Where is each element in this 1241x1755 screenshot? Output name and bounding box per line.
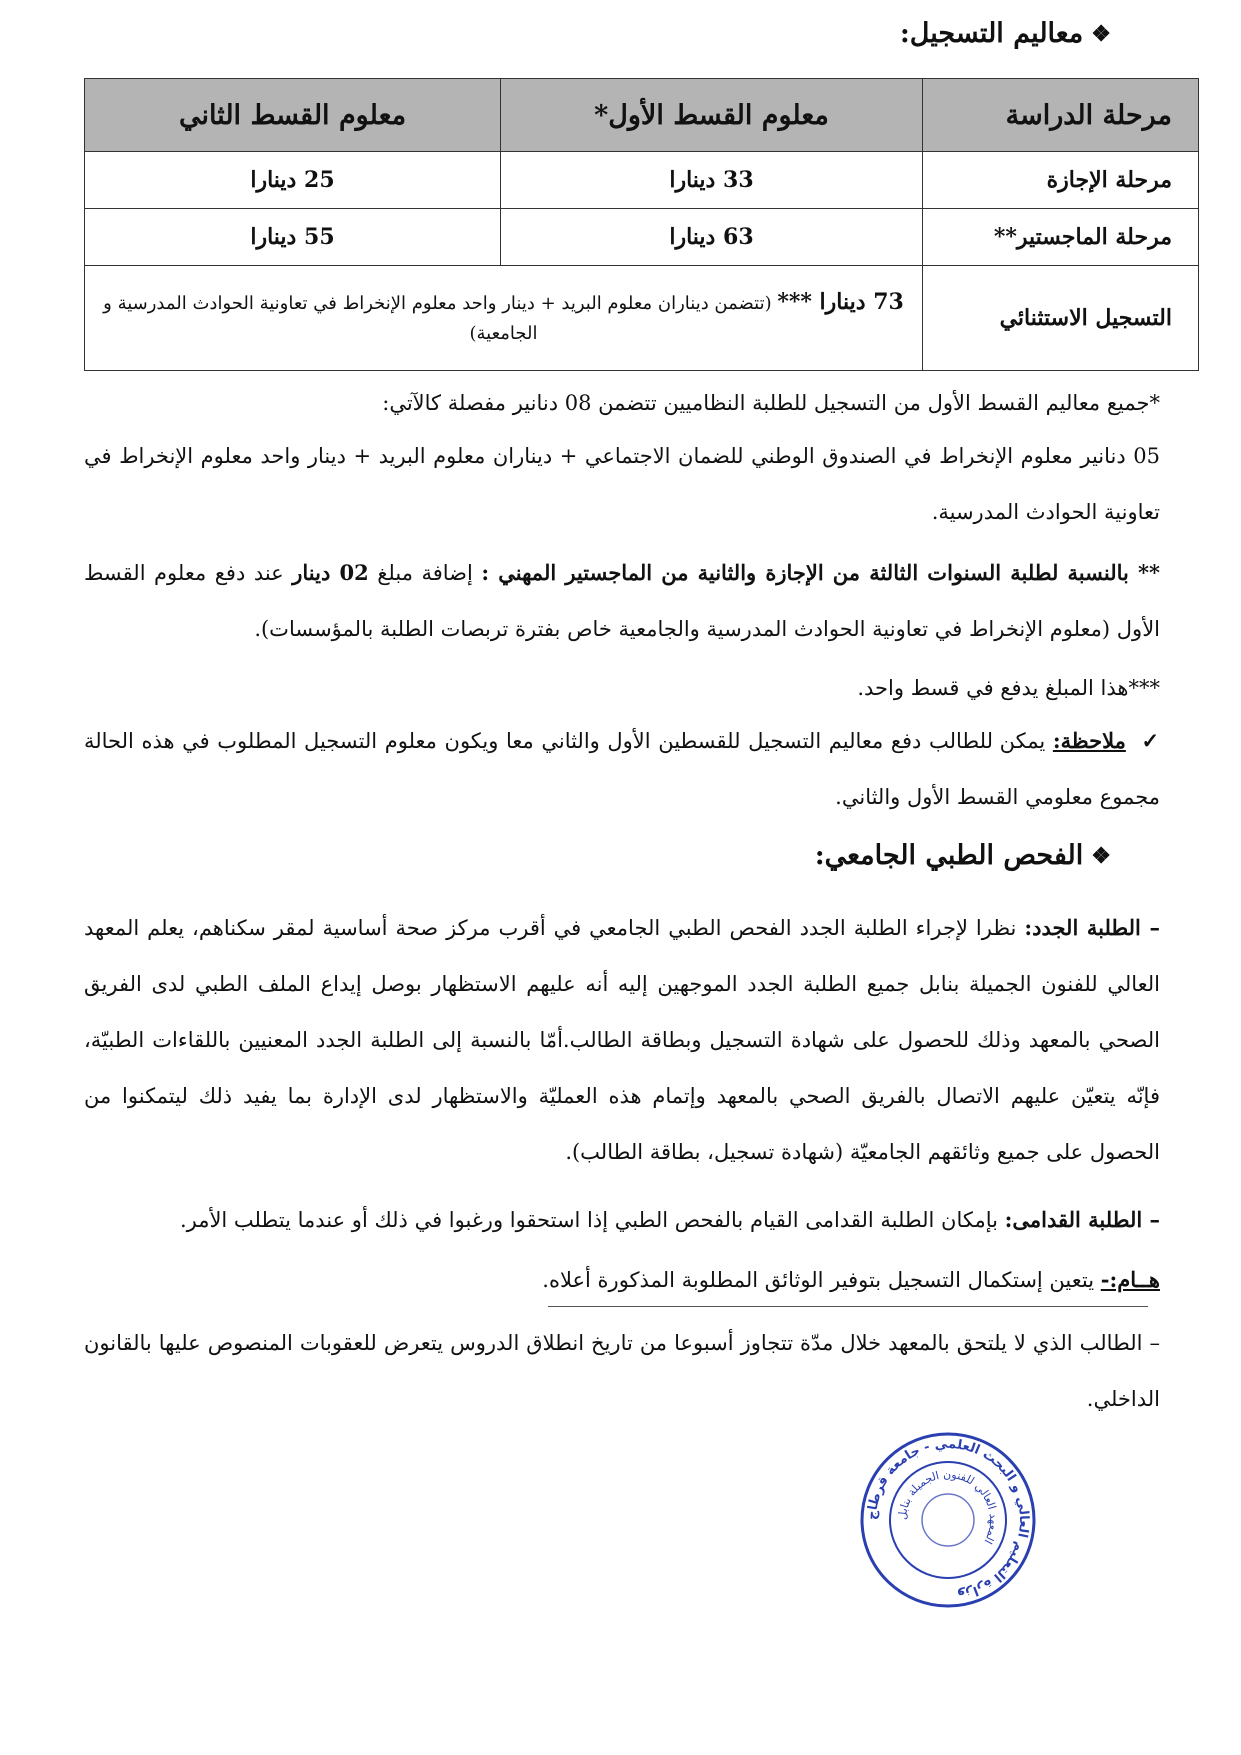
medical-new-students: [84, 900, 1160, 1180]
note-star2-text: إضافة مبلغ: [377, 561, 473, 585]
penalty-note: – الطالب الذي لا يلتحق بالمعهد خلال مدّة تتجاوز أسبوعا من تاريخ انطلاق الدروس يتعرض للعقوبات المنصوص عليها بالقانون الداخلي.: [84, 1331, 1160, 1411]
official-stamp: [858, 1430, 1038, 1610]
table-header-row: [85, 79, 1199, 152]
diamond-bullet-icon: ❖: [1091, 842, 1111, 869]
table-row: [85, 209, 1199, 266]
remark: [84, 713, 1160, 825]
note-star2-amount: 02 دينار: [292, 560, 369, 585]
important-note: [84, 1252, 1160, 1308]
second-installment-cell: 25 دينارا: [85, 152, 501, 209]
divider: [548, 1306, 1148, 1307]
medical-old-students: [84, 1192, 1160, 1248]
note-star1-detail: 05 دنانير معلوم الإنخراط في الصندوق الوطني للضمان الاجتماعي + ديناران معلوم البريد + دينار واحد معلوم الإنخراط في تعاونية الحوادث المدرسية.: [84, 444, 1160, 524]
first-installment-cell: 33 دينارا: [501, 152, 923, 209]
stamp-center-ring: [922, 1494, 974, 1546]
note-star2-label: ** بالنسبة لطلبة السنوات الثالثة من الإجازة والثانية من الماجستير المهني :: [481, 560, 1160, 585]
new-students-label: – الطلبة الجدد:: [1024, 915, 1160, 940]
first-installment-cell: 63 دينارا: [501, 209, 923, 266]
note-star1-intro: *جميع معاليم القسط الأول من التسجيل للطلبة النظاميين تتضمن 08 دنانير مفصلة كالآتي:: [382, 391, 1160, 415]
table-row: [85, 266, 1199, 371]
old-students-label: – الطلبة القدامى:: [1004, 1207, 1160, 1232]
registration-heading: ❖ معاليم التسجيل:: [899, 18, 1111, 49]
header-first-installment: معلوم القسط الأول*: [501, 79, 923, 152]
remark-label: ملاحظة:: [1052, 728, 1126, 753]
checkmark-icon: ✓: [1141, 728, 1160, 753]
remark-text: يمكن للطالب دفع معاليم التسجيل للقسطين الأول والثاني معا ويكون معلوم التسجيل المطلوب في هذه الحالة مجموع معلومي القسط الأول والثاني.: [84, 729, 1160, 809]
stage-cell: التسجيل الاستثنائي: [923, 266, 1199, 371]
header-stage: مرحلة الدراسة: [923, 79, 1199, 152]
important-text: يتعين إستكمال التسجيل بتوفير الوثائق المطلوبة المذكورة أعلاه.: [542, 1268, 1095, 1292]
registration-fees-table: [84, 78, 1199, 371]
note-star2-rest: عند دفع معلوم القسط الأول (معلوم الإنخراط في تعاونية الحوادث المدرسية والجامعية خاص بفترة تربصات الطلبة بالمؤسسات).: [84, 561, 1160, 641]
stamp-outer-text: وزارة التعليم العالي و البحث العلمي - جامعة قرطاج: [864, 1436, 1032, 1603]
new-students-text: نظرا لإجراء الطلبة الجدد الفحص الطبي الجامعي في أقرب مركز صحة أساسية لمقر سكناهم، يعلم المعهد العالي للفنون الجميلة بنابل جميع الطلبة الجدد الموجهين إليه أنه عليهم الاستظهار بوصل إيداع الملف الطبي لدى الفريق الصحي بالمعهد وذلك للحصول على شهادة التسجيل وبطاقة الطالب.أمّا بالنسبة إلى الطلبة الجدد المعنيين باللقاءات الطبيّة، فإنّه يتعيّن عليهم الاتصال بالفريق الصحي بالمعهد وإتمام هذه العمليّة والاستظهار لدى الإدارة بما يفيد ذلك ليتمكنوا من الحصول على جميع وثائقهم الجامعيّة (شهادة تسجيل، بطاقة الطالب).: [84, 916, 1160, 1164]
stamp-outer-ring: [862, 1434, 1034, 1606]
header-second-installment: معلوم القسط الثاني: [85, 79, 501, 152]
exceptional-detail: (تتضمن ديناران معلوم البريد + دينار واحد معلوم الإنخراط في تعاونية الحوادث المدرسية و الجامعية): [103, 293, 772, 344]
note-star2: [84, 545, 1160, 657]
exceptional-amount: 73 دينارا ***: [777, 289, 904, 315]
medical-heading: ❖ الفحص الطبي الجامعي:: [814, 840, 1111, 871]
stage-cell: مرحلة الماجستير**: [923, 209, 1199, 266]
stamp-inner-text: المعهد العالي للفنون الجميلة بنابل: [895, 1467, 1001, 1547]
stage-cell: مرحلة الإجازة: [923, 152, 1199, 209]
table-row: [85, 152, 1199, 209]
note-star3: ***هذا المبلغ يدفع في قسط واحد.: [857, 676, 1160, 700]
exceptional-fee-cell: [85, 266, 923, 371]
important-label: هــام:-: [1100, 1267, 1160, 1292]
old-students-text: بإمكان الطلبة القدامى القيام بالفحص الطبي إذا استحقوا ورغبوا في ذلك أو عندما يتطلب الأمر.: [179, 1208, 998, 1232]
second-installment-cell: 55 دينارا: [85, 209, 501, 266]
diamond-bullet-icon: ❖: [1091, 20, 1111, 47]
